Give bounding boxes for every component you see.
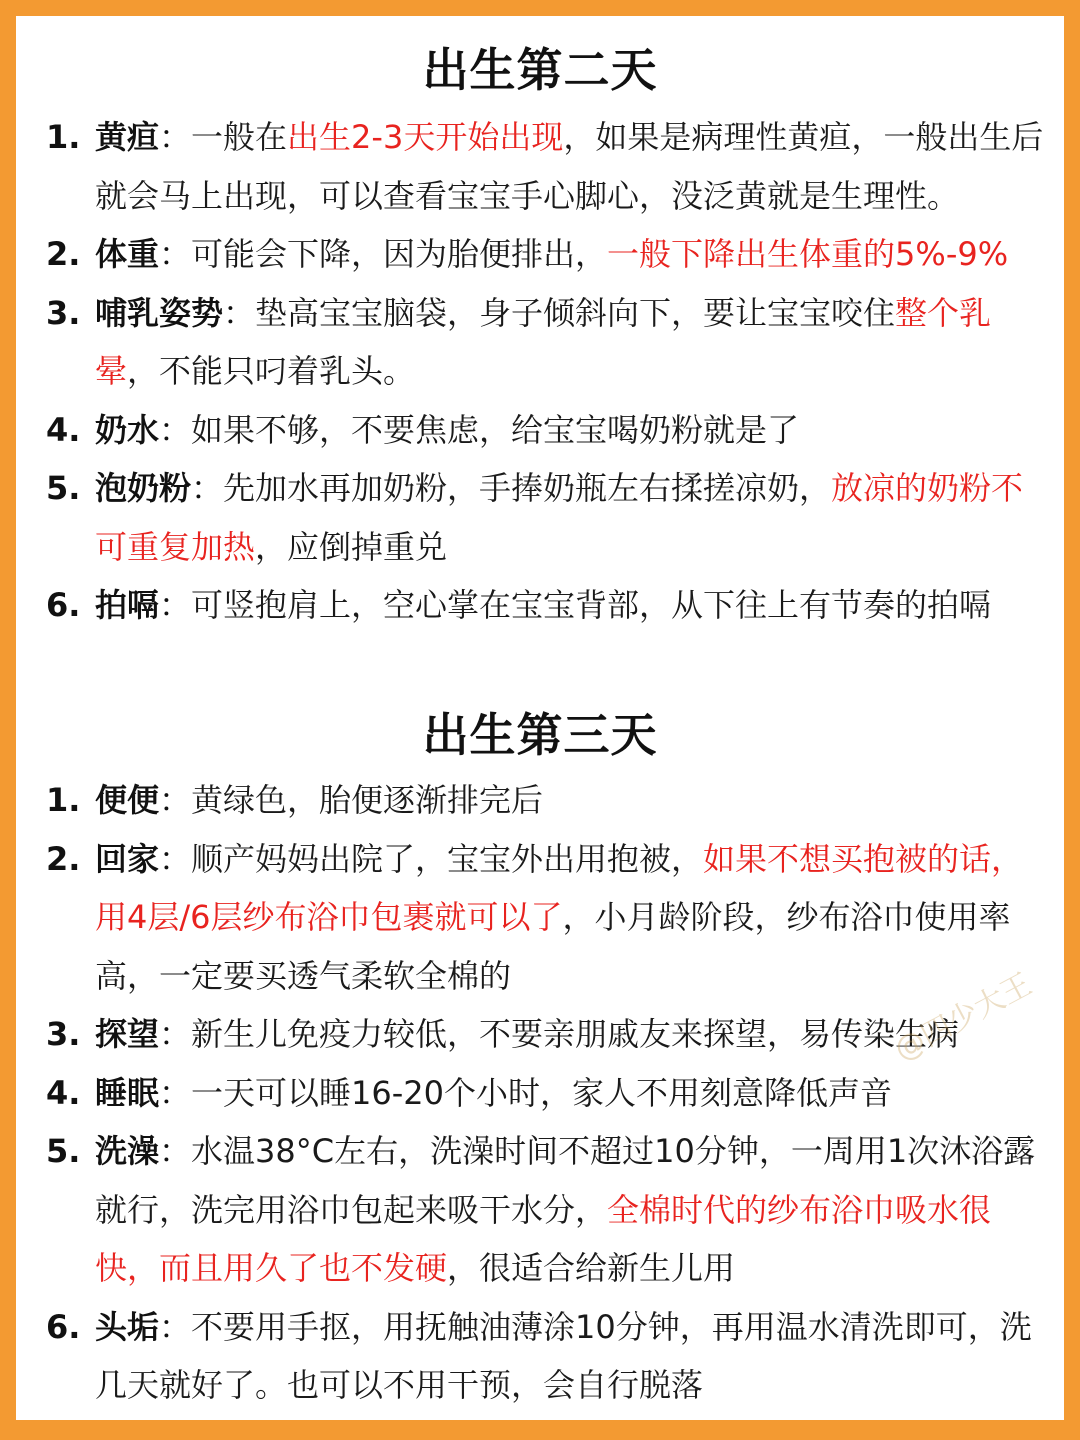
- body-text: 先加水再加奶粉，手捧奶瓶左右揉搓凉奶，: [223, 469, 832, 507]
- body-text: 不要用手抠，用抚触油薄涂10分钟，再用温水清洗即可，洗几天就好了。也可以不用干预，会自行脱落: [95, 1307, 1032, 1404]
- section-title: 出生第三天: [422, 708, 658, 762]
- tips-list: [0, 108, 1080, 635]
- tip-item: [0, 830, 1080, 1006]
- item-number: 4.: [46, 410, 81, 449]
- tips-list: [0, 771, 1080, 1415]
- body-text: 顺产妈妈出院了，宝宝外出用抱被，: [191, 839, 704, 878]
- watermark: @四少大王: [888, 966, 1038, 1068]
- tip-item: [0, 1064, 1080, 1123]
- body-text: 如果不够，不要焦虑，给宝宝喝奶粉就是了: [191, 410, 800, 449]
- item-separator: ：: [159, 118, 192, 156]
- item-term: 泡奶粉: [95, 469, 192, 507]
- item-term: 便便: [95, 781, 160, 819]
- item-term: 探望: [95, 1015, 160, 1053]
- highlight-text: 一般下降出生体重的5%-9%: [607, 235, 1009, 273]
- item-number: 3.: [46, 293, 81, 332]
- item-term: 拍嗝: [95, 586, 160, 624]
- item-separator: ：: [159, 1307, 192, 1346]
- item-term: 哺乳姿势: [95, 293, 224, 332]
- tip-item: [0, 1122, 1080, 1298]
- item-number: 6.: [46, 586, 81, 624]
- body-text: ，应倒掉重兑: [255, 527, 448, 566]
- tip-item: [0, 1298, 1080, 1415]
- item-number: 3.: [46, 1015, 81, 1053]
- item-separator: ：: [159, 410, 192, 449]
- body-text: ，如果是病理性黄疸，一般出生后就会马上出现，可以查看宝宝手心脚心，没泛黄就是生理性。: [95, 118, 1044, 215]
- section-title: 出生第二天: [422, 43, 658, 97]
- item-term: 睡眠: [95, 1073, 160, 1112]
- highlight-text: 如果不想买抱被的话，用4层/6层纱布浴巾包裹就可以了: [95, 839, 1024, 936]
- tip-item: [0, 284, 1080, 401]
- body-text: 一天可以睡16-20个小时，家人不用刻意降低声音: [191, 1073, 893, 1112]
- item-term: 奶水: [95, 410, 160, 449]
- tip-item: [0, 771, 1080, 830]
- item-separator: ：: [159, 781, 192, 819]
- body-text: 可竖抱肩上，空心掌在宝宝背部，从下往上有节奏的拍嗝: [191, 586, 992, 624]
- tip-item: [0, 108, 1080, 225]
- tip-item: [0, 401, 1080, 460]
- item-separator: ：: [159, 586, 192, 624]
- highlight-text: 整个乳晕: [95, 293, 992, 390]
- body-text: 垫高宝宝脑袋，身子倾斜向下，要让宝宝咬住: [255, 293, 896, 332]
- item-separator: ：: [159, 1015, 192, 1053]
- item-number: 4.: [46, 1073, 81, 1112]
- body-text: ，很适合给新生儿用: [447, 1249, 736, 1287]
- body-text: 新生儿免疫力较低，不要亲朋戚友来探望，易传染生病: [191, 1015, 960, 1053]
- item-number: 1.: [46, 781, 81, 819]
- highlight-text: 放凉的奶粉不可重复加热: [95, 469, 1024, 566]
- item-separator: ：: [159, 235, 192, 273]
- item-separator: ：: [159, 1132, 192, 1170]
- item-term: 洗澡: [95, 1132, 160, 1170]
- item-term: 头垢: [95, 1307, 160, 1346]
- body-text: ，小月龄阶段，纱布浴巾使用率高，一定要买透气柔软全棉的: [95, 898, 1011, 995]
- section-day-two: [0, 40, 1080, 635]
- body-text: 黄绿色，胎便逐渐排完后: [191, 781, 544, 819]
- highlight-text: 全棉时代的纱布浴巾吸水很快，而且用久了也不发硬: [95, 1190, 992, 1287]
- body-text: 一般在: [191, 118, 288, 156]
- item-number: 5.: [46, 469, 81, 507]
- item-separator: ：: [223, 293, 256, 332]
- item-separator: ：: [191, 469, 224, 507]
- body-text: 水温38°C左右，洗澡时间不超过10分钟，一周用1次沐浴露就行，洗完用浴巾包起来吸干水分，: [95, 1132, 1036, 1229]
- item-number: 5.: [46, 1132, 81, 1170]
- item-number: 2.: [46, 839, 81, 878]
- item-number: 2.: [46, 235, 81, 273]
- highlight-text: 出生2-3天开始出现: [287, 118, 564, 156]
- tip-item: [0, 225, 1080, 284]
- body-text: 可能会下降，因为胎便排出，: [191, 235, 608, 273]
- item-term: 黄疸: [95, 118, 160, 156]
- item-number: 6.: [46, 1307, 81, 1346]
- body-text: ，不能只叼着乳头。: [127, 352, 416, 390]
- item-separator: ：: [159, 1073, 192, 1112]
- item-separator: ：: [159, 839, 192, 878]
- item-number: 1.: [46, 118, 81, 156]
- item-term: 体重: [95, 235, 160, 273]
- tip-item: [0, 459, 1080, 576]
- tip-item: [0, 576, 1080, 635]
- item-term: 回家: [95, 839, 160, 878]
